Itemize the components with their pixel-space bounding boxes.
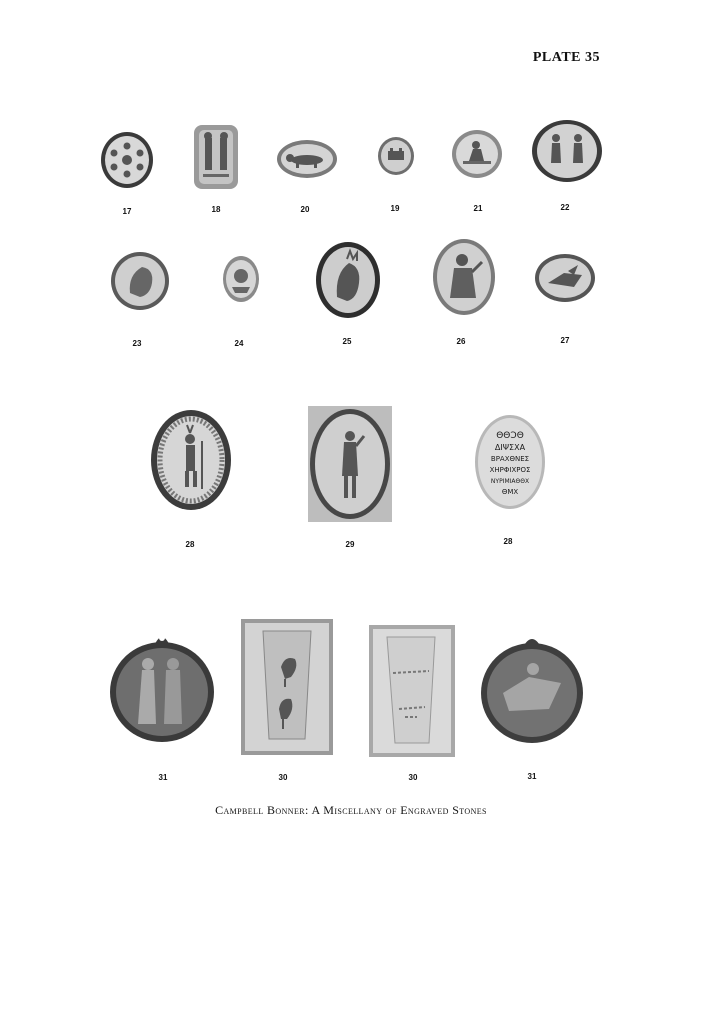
figure-label-17: 17 <box>122 207 132 216</box>
gem-27-image <box>534 253 596 303</box>
gem-31-reverse-image <box>479 631 585 745</box>
gem-28-reverse-image <box>474 414 546 510</box>
gem-17-image <box>100 131 154 189</box>
gem-30-obverse-image <box>241 619 333 755</box>
gem-25-image <box>315 241 381 319</box>
gem-29-image <box>308 406 392 522</box>
inscription-line: ΔΙΨΣΧΑ <box>494 443 526 452</box>
plate-number: PLATE 35 <box>532 50 600 65</box>
inscription-line: ΧΗΡΦΙΧΡΟΣ <box>489 466 531 474</box>
gem-31-obverse-image <box>108 624 216 744</box>
gem-22-image <box>531 119 603 183</box>
gem-30-reverse-image <box>369 625 455 757</box>
plate-caption <box>0 803 702 818</box>
inscription-line: ΘΜΧ <box>501 488 519 496</box>
gem-28-obverse-image <box>150 409 232 511</box>
figure-label-28: 28 <box>185 540 195 549</box>
figure-label-24: 24 <box>234 339 244 348</box>
caption-author: Campbell Bonner <box>215 803 305 817</box>
caption-separator: : <box>304 803 312 817</box>
gem-19-image <box>377 136 415 176</box>
gem-26-image <box>432 238 496 316</box>
figure-label-28: 28 <box>503 537 513 546</box>
figure-label-29: 29 <box>345 540 355 549</box>
figure-label-20: 20 <box>300 205 310 214</box>
figure-label-21: 21 <box>473 204 483 213</box>
figure-label-26: 26 <box>456 337 466 346</box>
gem-20-image <box>276 139 338 179</box>
gem-21-image <box>451 129 503 179</box>
gem-23-image <box>110 251 170 311</box>
figure-label-30: 30 <box>278 773 288 782</box>
figure-label-22: 22 <box>560 203 570 212</box>
figure-label-25: 25 <box>342 337 352 346</box>
figure-label-30: 30 <box>408 773 418 782</box>
figure-label-23: 23 <box>132 339 142 348</box>
figure-label-31: 31 <box>527 772 537 781</box>
inscription-line: ΝΥΡΙΜΙΑΘΘΧ <box>490 478 530 485</box>
gem-24-image <box>222 255 260 303</box>
gem-18-image <box>193 124 239 190</box>
caption-title: A Miscellany of Engraved Stones <box>311 803 487 817</box>
inscription-line: ΘΘϽΘ <box>496 431 524 441</box>
figure-label-31: 31 <box>158 773 168 782</box>
figure-label-27: 27 <box>560 336 570 345</box>
figure-label-19: 19 <box>390 204 400 213</box>
figure-label-18: 18 <box>211 205 221 214</box>
inscription-line: ΒΡΑΧΘΝΕΣ <box>490 455 530 463</box>
